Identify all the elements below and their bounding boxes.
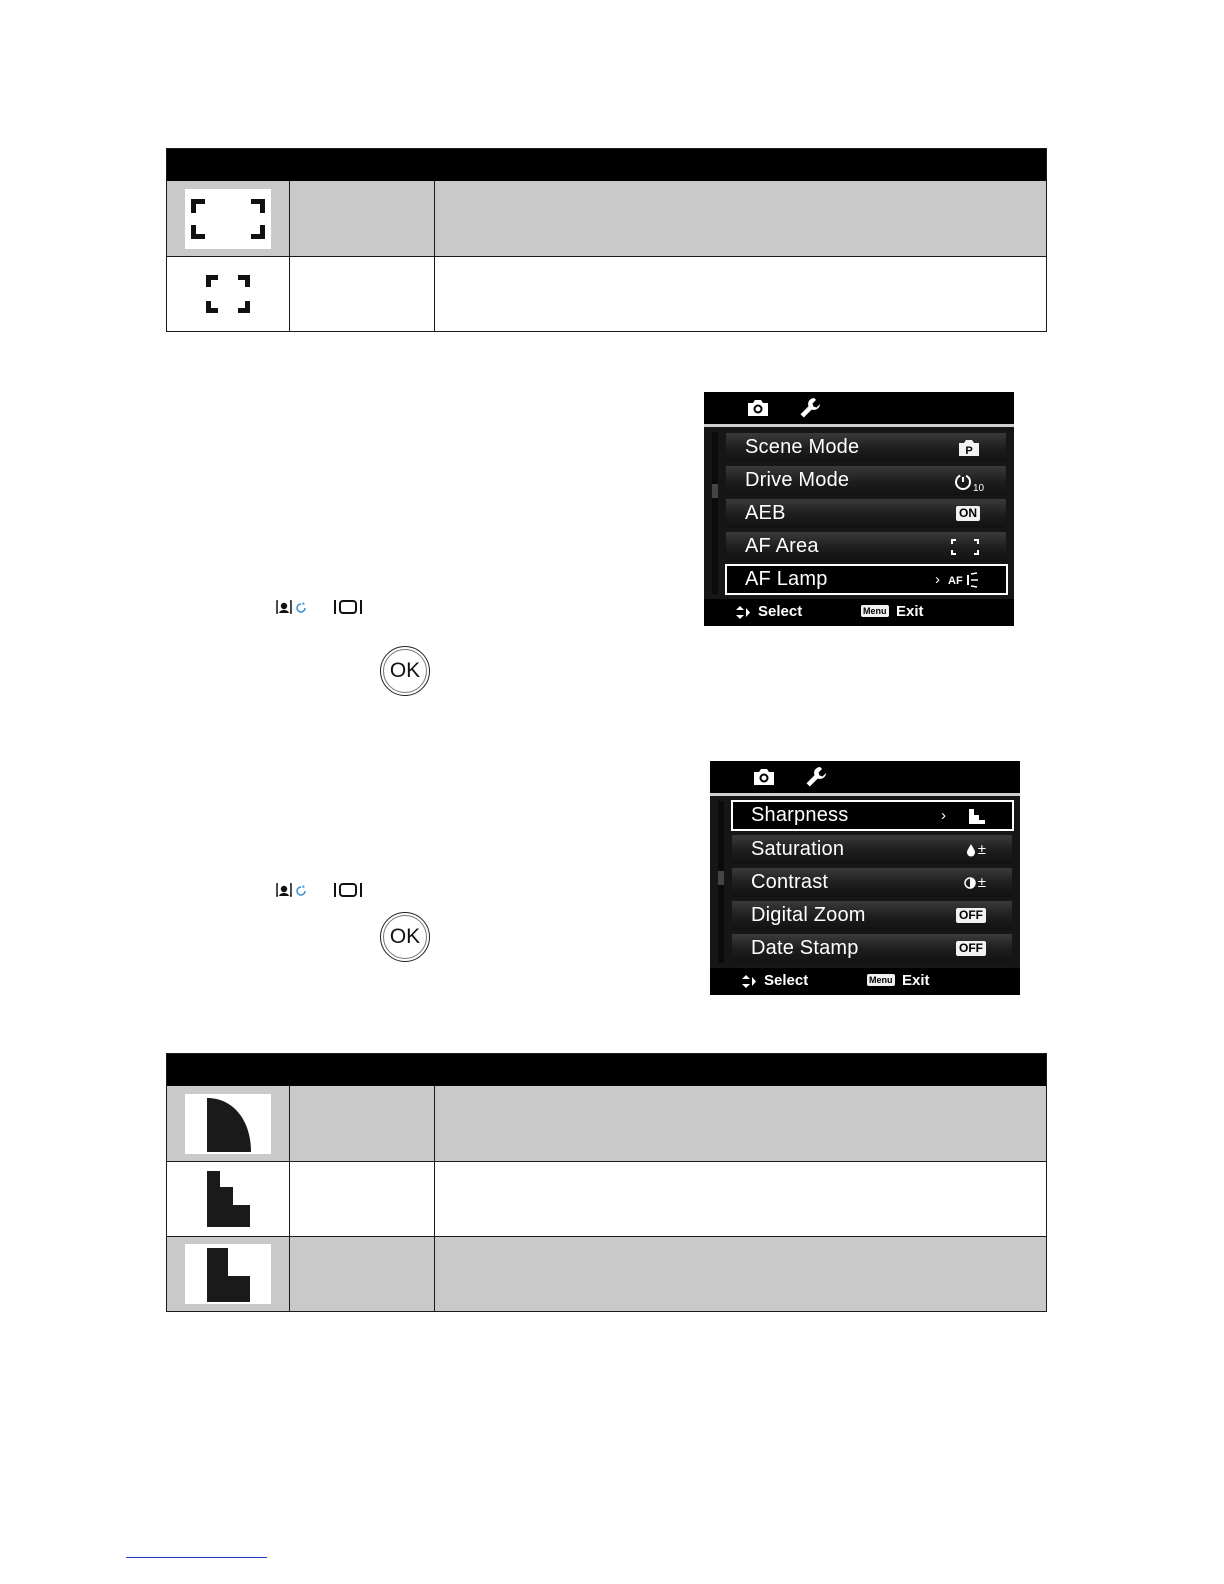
saturation-icon: ± [966,839,986,861]
contrast-icon: ± [964,872,986,894]
sharpness-soft-icon [185,1094,271,1154]
setup-wrench-tab-icon[interactable] [799,397,821,419]
updown-arrow-icon [735,605,751,620]
chevron-right-icon: › [935,571,940,588]
svg-text:10: 10 [973,482,985,494]
table-row [167,1236,1046,1311]
menu-item-af-area[interactable]: AF Area [726,532,1006,561]
menu-item-saturation[interactable]: Saturation ± [732,835,1012,864]
table-header [167,1054,1046,1086]
camera-menu-screen-sharpness [710,761,1020,995]
menu-tabs [704,392,1014,424]
face-tracking-macro-icon [276,881,312,899]
off-badge: OFF [956,938,986,960]
menu-key-icon: Menu [863,606,887,616]
display-button-icon [333,881,363,899]
sharpness-normal-icon [185,1169,271,1229]
af-area-wide-icon [185,189,271,249]
menu-footer: Select Menu Exit [710,968,1020,995]
svg-text:P: P [965,444,973,457]
camera-menu-screen-af-lamp [704,392,1014,626]
chevron-right-icon: › [941,807,946,824]
sharpness-sharp-icon [185,1244,271,1304]
menu-scrollbar[interactable] [712,432,718,594]
af-area-icon [950,536,980,558]
footer-link-underline [126,1557,267,1558]
camera-tab-icon[interactable] [746,398,770,418]
sharpness-normal-icon [968,805,986,827]
ok-button-icon: OK [380,646,430,696]
menu-tabs [710,761,1020,793]
menu-scrollbar[interactable] [718,801,724,963]
menu-item-date-stamp[interactable]: Date Stamp OFF [732,934,1012,963]
af-lamp-icon [948,569,980,591]
af-area-table [166,148,1047,332]
ok-button-icon: OK [380,912,430,962]
setup-wrench-tab-icon[interactable] [805,766,827,788]
self-timer-10-icon [954,470,985,494]
af-area-center-icon [185,264,271,324]
table-row [167,1086,1046,1161]
menu-item-contrast[interactable]: Contrast ± [732,868,1012,897]
menu-item-sharpness[interactable]: Sharpness › [731,800,1014,831]
sharpness-table [166,1053,1047,1312]
menu-item-scene-mode[interactable]: Scene Mode P [726,433,1006,462]
table-row [167,181,1046,256]
menu-item-af-lamp[interactable]: AF Lamp › AF [725,564,1008,595]
on-badge: ON [956,503,980,525]
menu-item-digital-zoom[interactable]: Digital Zoom OFF [732,901,1012,930]
menu-item-aeb[interactable]: AEB ON [726,499,1006,528]
menu-item-drive-mode[interactable]: Drive Mode 10 [726,466,1006,495]
display-button-icon [333,598,363,616]
table-header [167,149,1046,181]
menu-key-icon: Menu [869,975,893,985]
svg-text:AF: AF [948,574,963,587]
off-badge: OFF [956,905,986,927]
menu-footer: Select Menu Exit [704,599,1014,626]
program-mode-icon [958,437,980,459]
camera-tab-icon[interactable] [752,767,776,787]
table-row [167,1161,1046,1236]
table-row [167,256,1046,331]
updown-arrow-icon [741,974,757,989]
face-tracking-macro-icon [276,598,312,616]
